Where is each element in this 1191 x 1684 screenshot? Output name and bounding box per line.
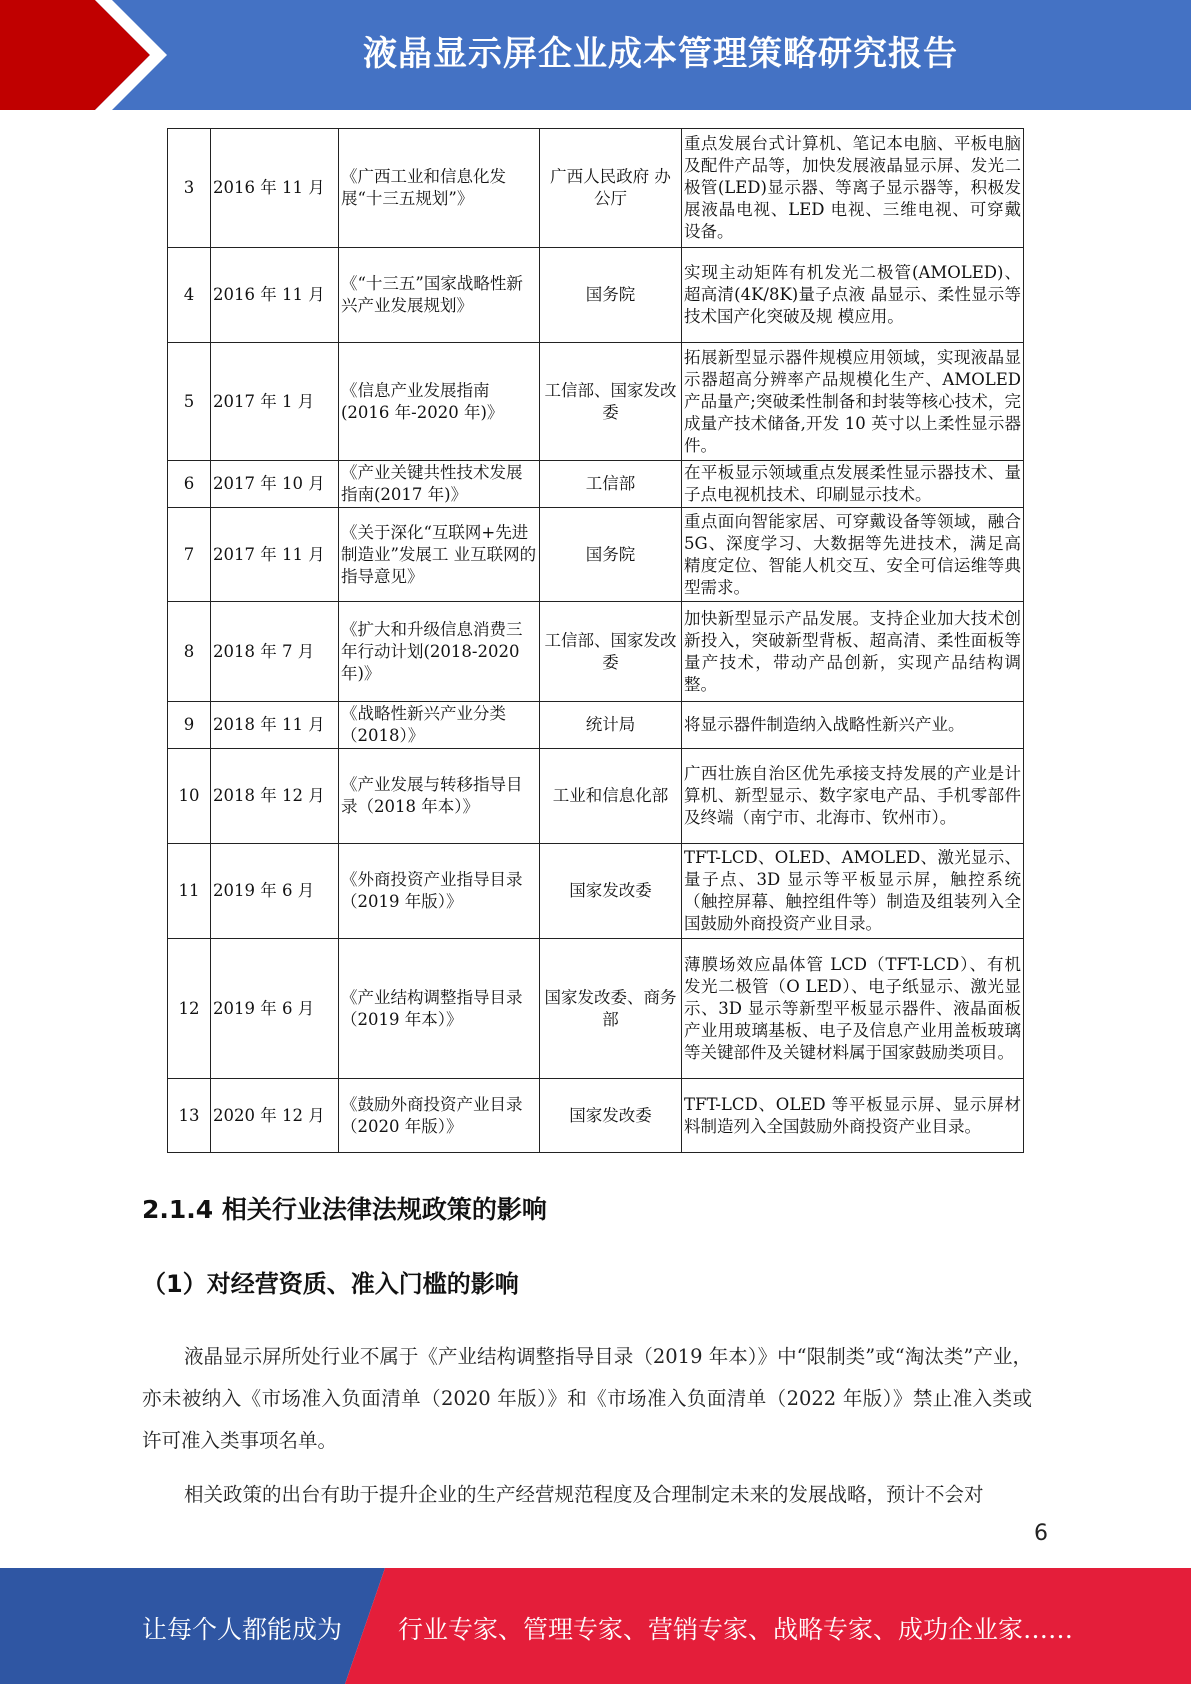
row-department: 统计局 xyxy=(540,702,682,749)
row-department: 国家发改委 xyxy=(540,1079,682,1153)
table-row xyxy=(168,1079,1024,1153)
row-content: 实现主动矩阵有机发光二极管(AMOLED)、超高清(4K/8K)量子点液 晶显示、柔性显示等技术国产化突破及规 模应用。 xyxy=(682,248,1024,343)
row-policy-name: 《信息产业发展指南(2016 年-2020 年)》 xyxy=(339,343,540,461)
row-department: 国家发改委、商务部 xyxy=(540,939,682,1079)
row-content: 拓展新型显示器件规模应用领域，实现液晶显示器超高分辨率产品规模化生产、AMOLED 产品量产;突破柔性制备和封装等核心技术，完成量产技术储备,开发 10 英寸以上柔性显示器件。 xyxy=(682,343,1024,461)
row-number: 13 xyxy=(168,1079,211,1153)
table-row xyxy=(168,129,1024,248)
row-content: 重点发展台式计算机、笔记本电脑、平板电脑及配件产品等，加快发展液晶显示屏、发光二极管(LED)显示器、等离子显示器等，积极发展液晶电视、LED 电视、三维电视、可穿戴设备。 xyxy=(682,129,1024,248)
row-policy-name: 《外商投资产业指导目录（2019 年版）》 xyxy=(339,844,540,939)
page-number: 6 xyxy=(1034,1521,1048,1546)
row-date: 2019 年 6 月 xyxy=(211,844,339,939)
row-policy-name: 《产业结构调整指导目录（2019 年本）》 xyxy=(339,939,540,1079)
body-paragraph-1: 液晶显示屏所处行业不属于《产业结构调整指导目录（2019 年本）》中“限制类”或“淘汰类”产业，亦未被纳入《市场准入负面清单（2020 年版）》和《市场准入负面清单（2022 年版）》禁止准入类或许可准入类事项名单。 xyxy=(142,1345,1032,1452)
row-department: 国家发改委 xyxy=(540,844,682,939)
row-policy-name: 《产业发展与转移指导目录（2018 年本）》 xyxy=(339,749,540,844)
row-date: 2018 年 11 月 xyxy=(211,702,339,749)
subsection-heading: （1）对经营资质、准入门槛的影响 xyxy=(142,1270,519,1298)
row-date: 2017 年 11 月 xyxy=(211,508,339,602)
row-date: 2018 年 7 月 xyxy=(211,602,339,702)
row-number: 3 xyxy=(168,129,211,248)
row-date: 2018 年 12 月 xyxy=(211,749,339,844)
row-content: 将显示器件制造纳入战略性新兴产业。 xyxy=(682,702,1024,749)
row-number: 4 xyxy=(168,248,211,343)
policy-table xyxy=(167,128,1024,1153)
row-department: 工业和信息化部 xyxy=(540,749,682,844)
section-heading: 2.1.4 相关行业法律法规政策的影响 xyxy=(142,1195,547,1224)
table-row xyxy=(168,248,1024,343)
row-content: 加快新型显示产品发展。支持企业加大技术创新投入，突破新型背板、超高清、柔性面板等量产技术，带动产品创新，实现产品结构调整。 xyxy=(682,602,1024,702)
row-policy-name: 《“十三五”国家战略性新兴产业发展规划》 xyxy=(339,248,540,343)
row-date: 2016 年 11 月 xyxy=(211,248,339,343)
row-policy-name: 《关于深化“互联网+先进制造业”发展工 业互联网的指导意见》 xyxy=(339,508,540,602)
row-number: 12 xyxy=(168,939,211,1079)
table-row xyxy=(168,343,1024,461)
row-policy-name: 《鼓励外商投资产业目录（2020 年版）》 xyxy=(339,1079,540,1153)
body-paragraph-2: 相关政策的出台有助于提升企业的生产经营规范程度及合理制定未来的发展战略，预计不会对 xyxy=(184,1483,984,1506)
table-row xyxy=(168,939,1024,1079)
row-date: 2019 年 6 月 xyxy=(211,939,339,1079)
report-footer xyxy=(0,1568,1191,1684)
row-department: 国务院 xyxy=(540,248,682,343)
row-policy-name: 《广西工业和信息化发展“十三五规划”》 xyxy=(339,129,540,248)
row-date: 2020 年 12 月 xyxy=(211,1079,339,1153)
table-row xyxy=(168,702,1024,749)
row-number: 9 xyxy=(168,702,211,749)
row-department: 广西人民政府 办公厅 xyxy=(540,129,682,248)
row-content: 在平板显示领域重点发展柔性显示器技术、量子点电视机技术、印刷显示技术。 xyxy=(682,461,1024,508)
row-policy-name: 《扩大和升级信息消费三年行动计划(2018-2020 年)》 xyxy=(339,602,540,702)
row-date: 2017 年 10 月 xyxy=(211,461,339,508)
table-row xyxy=(168,461,1024,508)
row-department: 工信部、国家发改委 xyxy=(540,343,682,461)
row-content: 重点面向智能家居、可穿戴设备等领域，融合 5G、深度学习、大数据等先进技术，满足高精度定位、智能人机交互、安全可信运维等典型需求。 xyxy=(682,508,1024,602)
row-number: 6 xyxy=(168,461,211,508)
footer-slogan-right: 行业专家、管理专家、营销专家、战略专家、成功企业家…… xyxy=(398,1615,1074,1644)
row-number: 11 xyxy=(168,844,211,939)
row-content: TFT-LCD、OLED 等平板显示屏、显示屏材料制造列入全国鼓励外商投资产业目录。 xyxy=(682,1079,1024,1153)
row-content: 薄膜场效应晶体管 LCD（TFT-LCD）、有机发光二极管（O LED）、电子纸显示、激光显示、3D 显示等新型平板显示器件、液晶面板产业用玻璃基板、电子及信息产业用盖板玻璃等关键部件及关键材料属于国家鼓励类项目。 xyxy=(682,939,1024,1079)
row-content: TFT-LCD、OLED、AMOLED、激光显示、量子点、3D 显示等平板显示屏，触控系统（触控屏幕、触控组件等）制造及组装列入全国鼓励外商投资产业目录。 xyxy=(682,844,1024,939)
row-department: 工信部 xyxy=(540,461,682,508)
footer-slogan-left: 让每个人都能成为 xyxy=(142,1615,343,1644)
row-content: 广西壮族自治区优先承接支持发展的产业是计算机、新型显示、数字家电产品、手机零部件及终端（南宁市、北海市、钦州市）。 xyxy=(682,749,1024,844)
row-department: 国务院 xyxy=(540,508,682,602)
table-row xyxy=(168,749,1024,844)
row-number: 10 xyxy=(168,749,211,844)
table-row xyxy=(168,602,1024,702)
row-date: 2017 年 1 月 xyxy=(211,343,339,461)
report-header xyxy=(0,0,1191,110)
row-policy-name: 《战略性新兴产业分类（2018）》 xyxy=(339,702,540,749)
row-number: 5 xyxy=(168,343,211,461)
row-number: 7 xyxy=(168,508,211,602)
row-policy-name: 《产业关键共性技术发展指南(2017 年)》 xyxy=(339,461,540,508)
row-number: 8 xyxy=(168,602,211,702)
row-department: 工信部、国家发改委 xyxy=(540,602,682,702)
header-chevron-decoration xyxy=(0,0,170,110)
row-date: 2016 年 11 月 xyxy=(211,129,339,248)
table-row xyxy=(168,844,1024,939)
report-title: 液晶显示屏企业成本管理策略研究报告 xyxy=(363,34,958,74)
table-row xyxy=(168,508,1024,602)
